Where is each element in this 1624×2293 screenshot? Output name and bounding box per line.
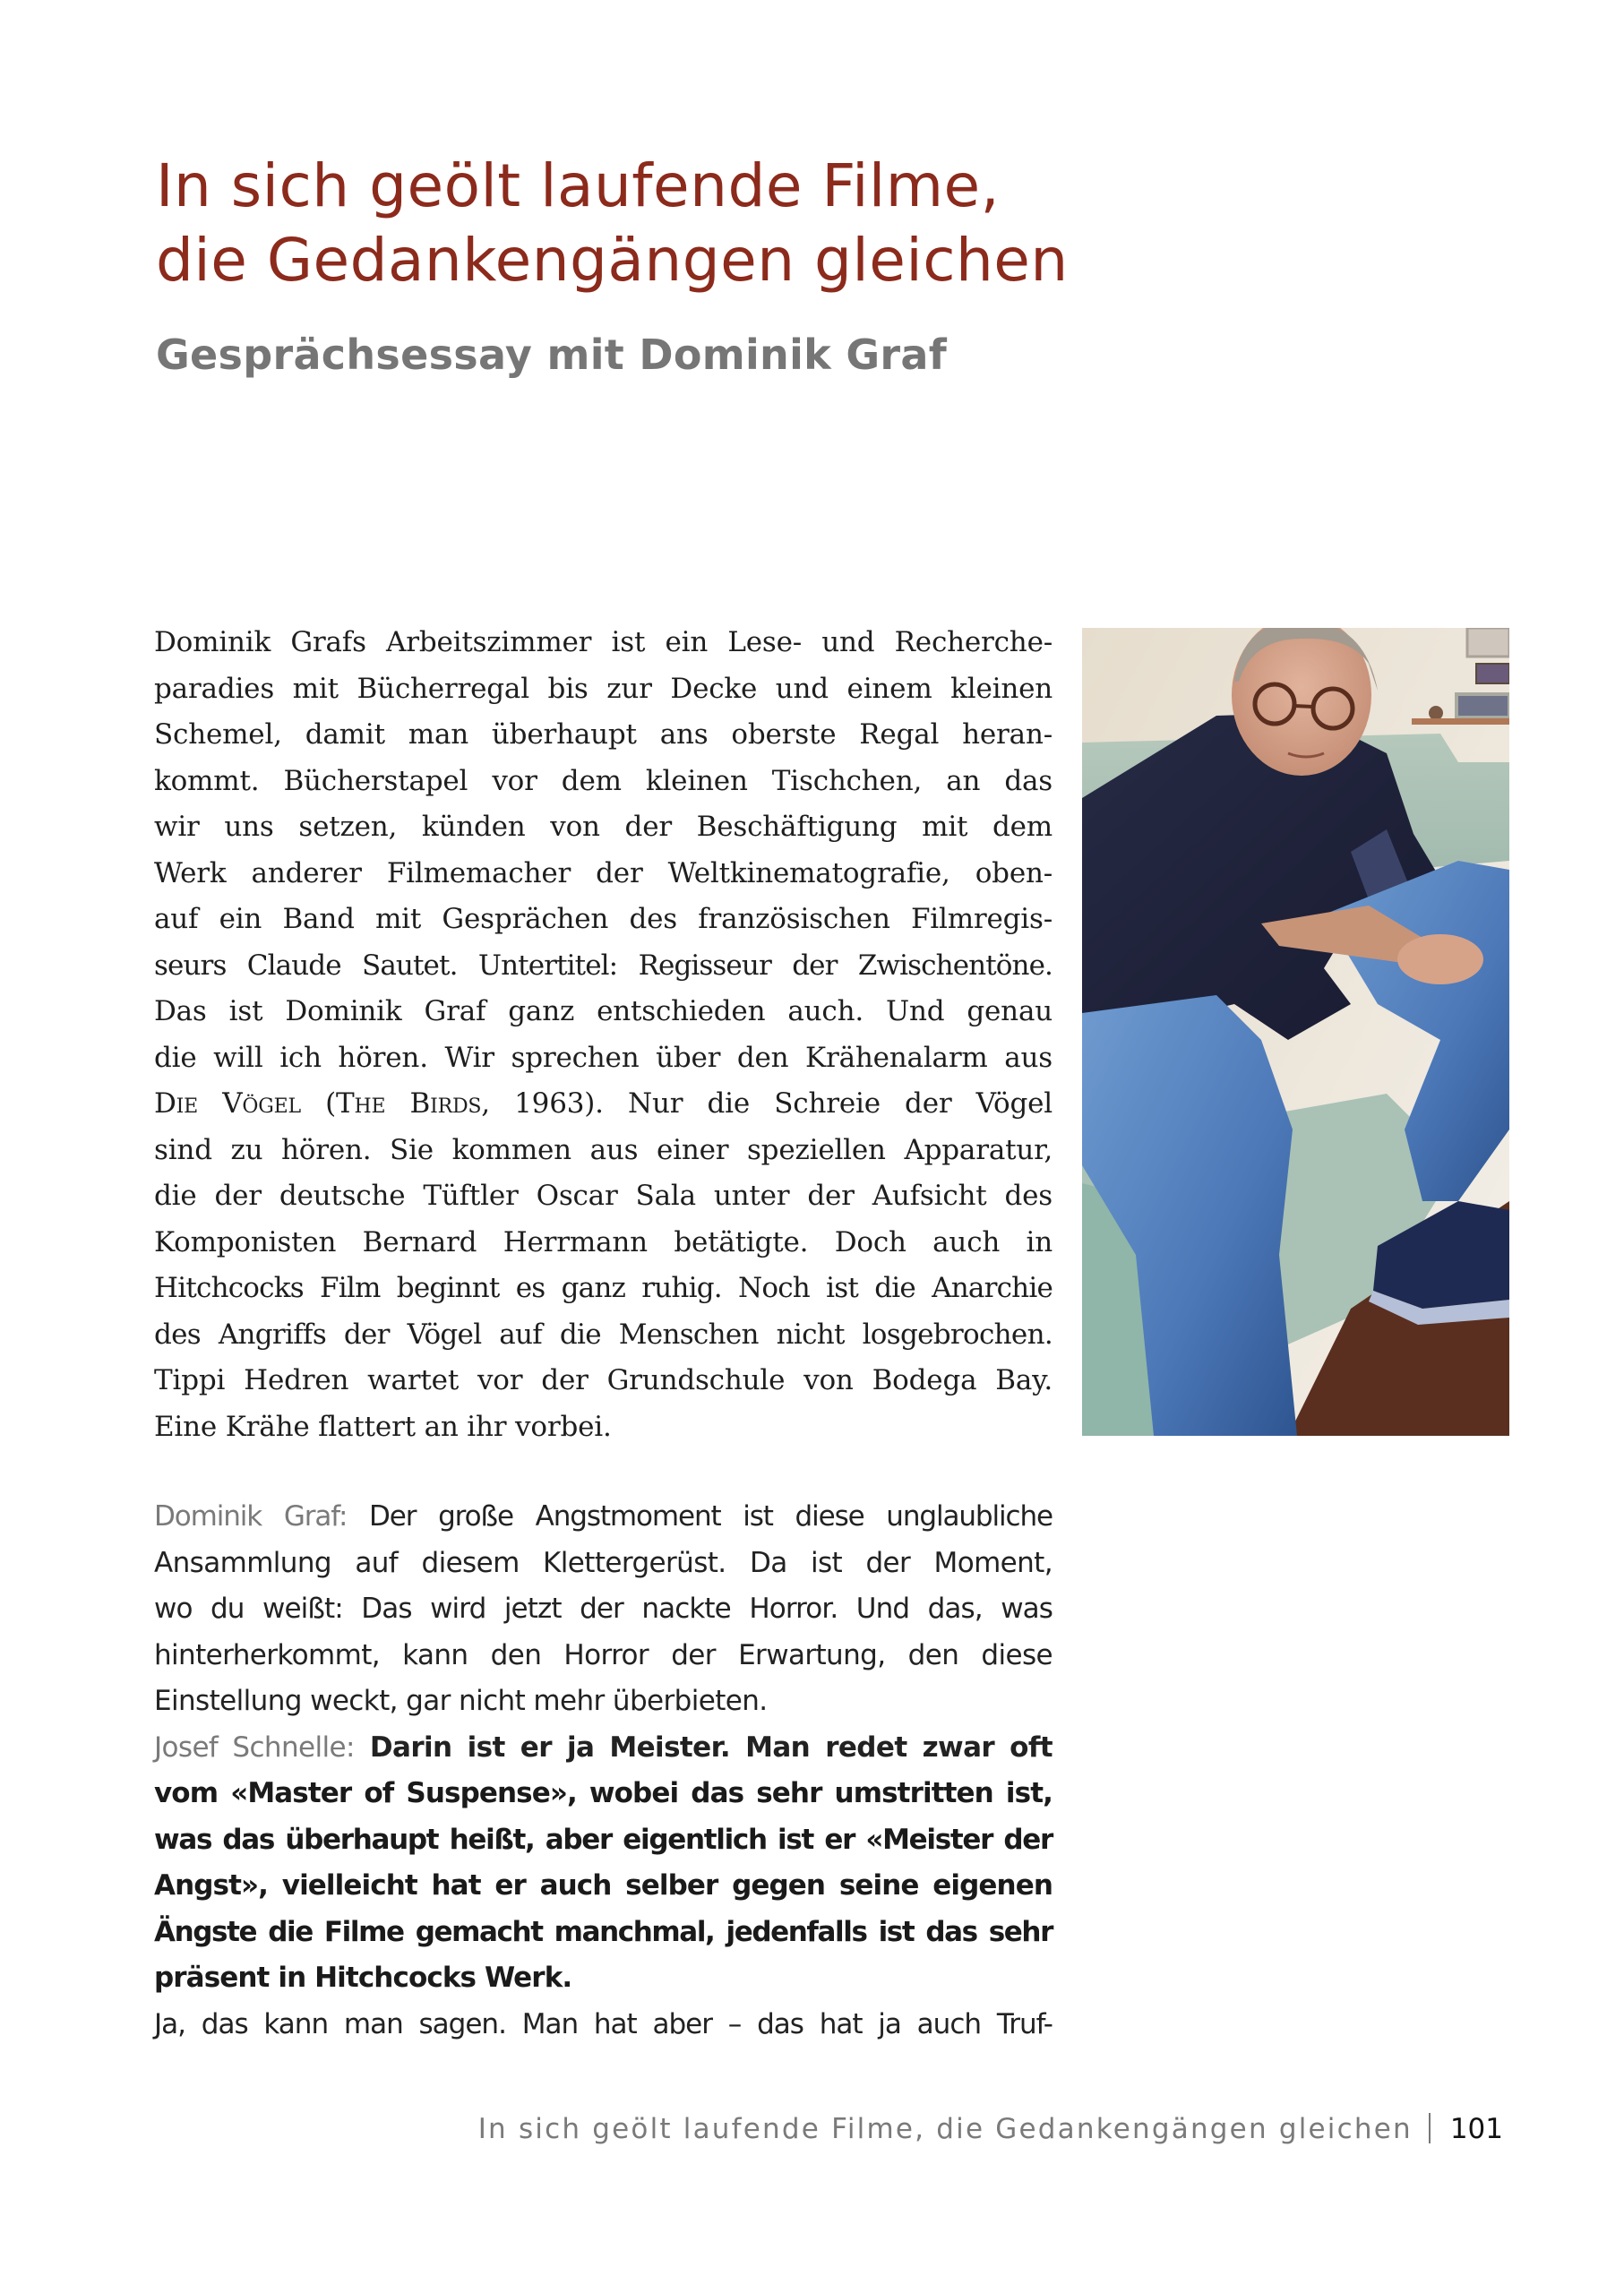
- intro-line: Werk anderer Filmemacher der Weltkinematografie, oben-: [154, 856, 1053, 889]
- interview-dialogue: [154, 1494, 1053, 2048]
- intro-line: die der deutsche Tüftler Oscar Sala unter der Aufsicht des: [154, 1180, 1053, 1212]
- shelf-ornament: [1429, 706, 1443, 720]
- chapter-title-line-2: die Gedankengängen gleichen: [156, 226, 1069, 295]
- intro-line-rest: , 1963). Nur die Schreie der Vögel: [481, 1087, 1053, 1120]
- intro-line: kommt. Bücherstapel vor dem kleinen Tischchen, an das: [154, 764, 1053, 797]
- intro-line: Eine Krähe flattert an ihr vorbei.: [154, 1410, 612, 1443]
- dialogue-line: [154, 1494, 1053, 1541]
- dialogue-line: vom «Master of Suspense», wobei das sehr umstritten ist,: [154, 1777, 1053, 1809]
- dialogue-line: wo du weißt: Das wird jetzt der nackte Horror. Und das, was: [154, 1593, 1053, 1625]
- footer-separator: [1429, 2113, 1431, 2143]
- chapter-subtitle: Gesprächsessay mit Dominik Graf: [156, 331, 948, 379]
- dialogue-line: Ängste die Filme gemacht manchmal, jedenfalls ist das sehr: [154, 1915, 1053, 1948]
- hands: [1397, 934, 1483, 984]
- intro-line: auf ein Band mit Gesprächen des französischen Filmregis-: [154, 903, 1053, 935]
- chapter-title-line-1: In sich geölt laufende Filme,: [156, 151, 1001, 220]
- intro-line: paradies mit Bücherregal bis zur Decke und einem kleinen: [154, 672, 1053, 705]
- shelf: [1412, 718, 1509, 725]
- dialogue-line: Ja, das kann man sagen. Man hat aber – das hat ja auch Truf-: [154, 2007, 1053, 2040]
- dialogue-line: [154, 1725, 1053, 1772]
- intro-line: die will ich hören. Wir sprechen über den Krähenalarm aus: [154, 1041, 1053, 1074]
- chapter-title: [156, 149, 1320, 297]
- open-paren: (: [325, 1087, 337, 1120]
- intro-line: Dominik Grafs Arbeitszimmer ist ein Lese- und Recherche-: [154, 626, 1053, 658]
- film-title-english: The Birds: [336, 1087, 482, 1120]
- dialogue-line: Einstellung weckt, gar nicht mehr überbieten.: [154, 1685, 768, 1717]
- picture-frame: [1476, 664, 1509, 683]
- page-number: 101: [1449, 2113, 1503, 2145]
- intro-line: wir uns setzen, künden von der Beschäftigung mit dem: [154, 811, 1053, 843]
- dialogue-line: was das überhaupt heißt, aber eigentlich ist er «Meister der: [154, 1823, 1053, 1856]
- running-title: In sich geölt laufende Filme, die Gedankengängen gleichen: [477, 2113, 1413, 2145]
- film-title-german: Die Vögel: [154, 1087, 301, 1120]
- intro-line: Hitchcocks Film beginnt es ganz ruhig. Noch ist die Anarchie: [154, 1272, 1053, 1304]
- dialogue-line: hinterherkommt, kann den Horror der Erwartung, den diese: [154, 1638, 1053, 1671]
- intro-line: Das ist Dominik Graf ganz entschieden auch. Und genau: [154, 995, 1053, 1027]
- portrait-illustration: [1082, 628, 1509, 1436]
- dialogue-line: Angst», vielleicht hat er auch selber gegen seine eigenen: [154, 1869, 1053, 1902]
- intro-line: Komponisten Bernard Herrmann betätigte. Doch auch in: [154, 1225, 1053, 1258]
- speaker-dominik-graf: Dominik Graf:: [154, 1500, 348, 1533]
- dialogue-text: Darin ist er ja Meister. Man redet zwar oft: [354, 1730, 1053, 1764]
- intro-line: Schemel, damit man überhaupt ans oberste Regal heran-: [154, 718, 1053, 751]
- dialogue-line: Ansammlung auf diesem Klettergerüst. Da ist der Moment,: [154, 1546, 1053, 1579]
- intro-line: Tippi Hedren wartet vor der Grundschule von Bodega Bay.: [154, 1364, 1053, 1396]
- speaker-josef-schnelle: Josef Schnelle:: [154, 1730, 355, 1764]
- dialogue-line: präsent in Hitchcocks Werk.: [154, 1962, 572, 1994]
- picture-frame: [1467, 628, 1509, 657]
- intro-line-film-reference: [154, 1081, 1053, 1128]
- intro-line: sind zu hören. Sie kommen aus einer speziellen Apparatur,: [154, 1133, 1053, 1166]
- intro-line: des Angriffs der Vögel auf die Menschen nicht losgebrochen.: [154, 1318, 1053, 1351]
- picture-frame: [1456, 694, 1509, 717]
- intro-line: seurs Claude Sautet. Untertitel: Regisseur der Zwischentöne.: [154, 949, 1053, 982]
- portrait-photo: [1082, 628, 1509, 1436]
- page-footer: [478, 2107, 1503, 2151]
- intro-paragraph: [154, 620, 1053, 1450]
- dialogue-text: Der große Angstmoment ist diese unglaubliche: [347, 1500, 1053, 1533]
